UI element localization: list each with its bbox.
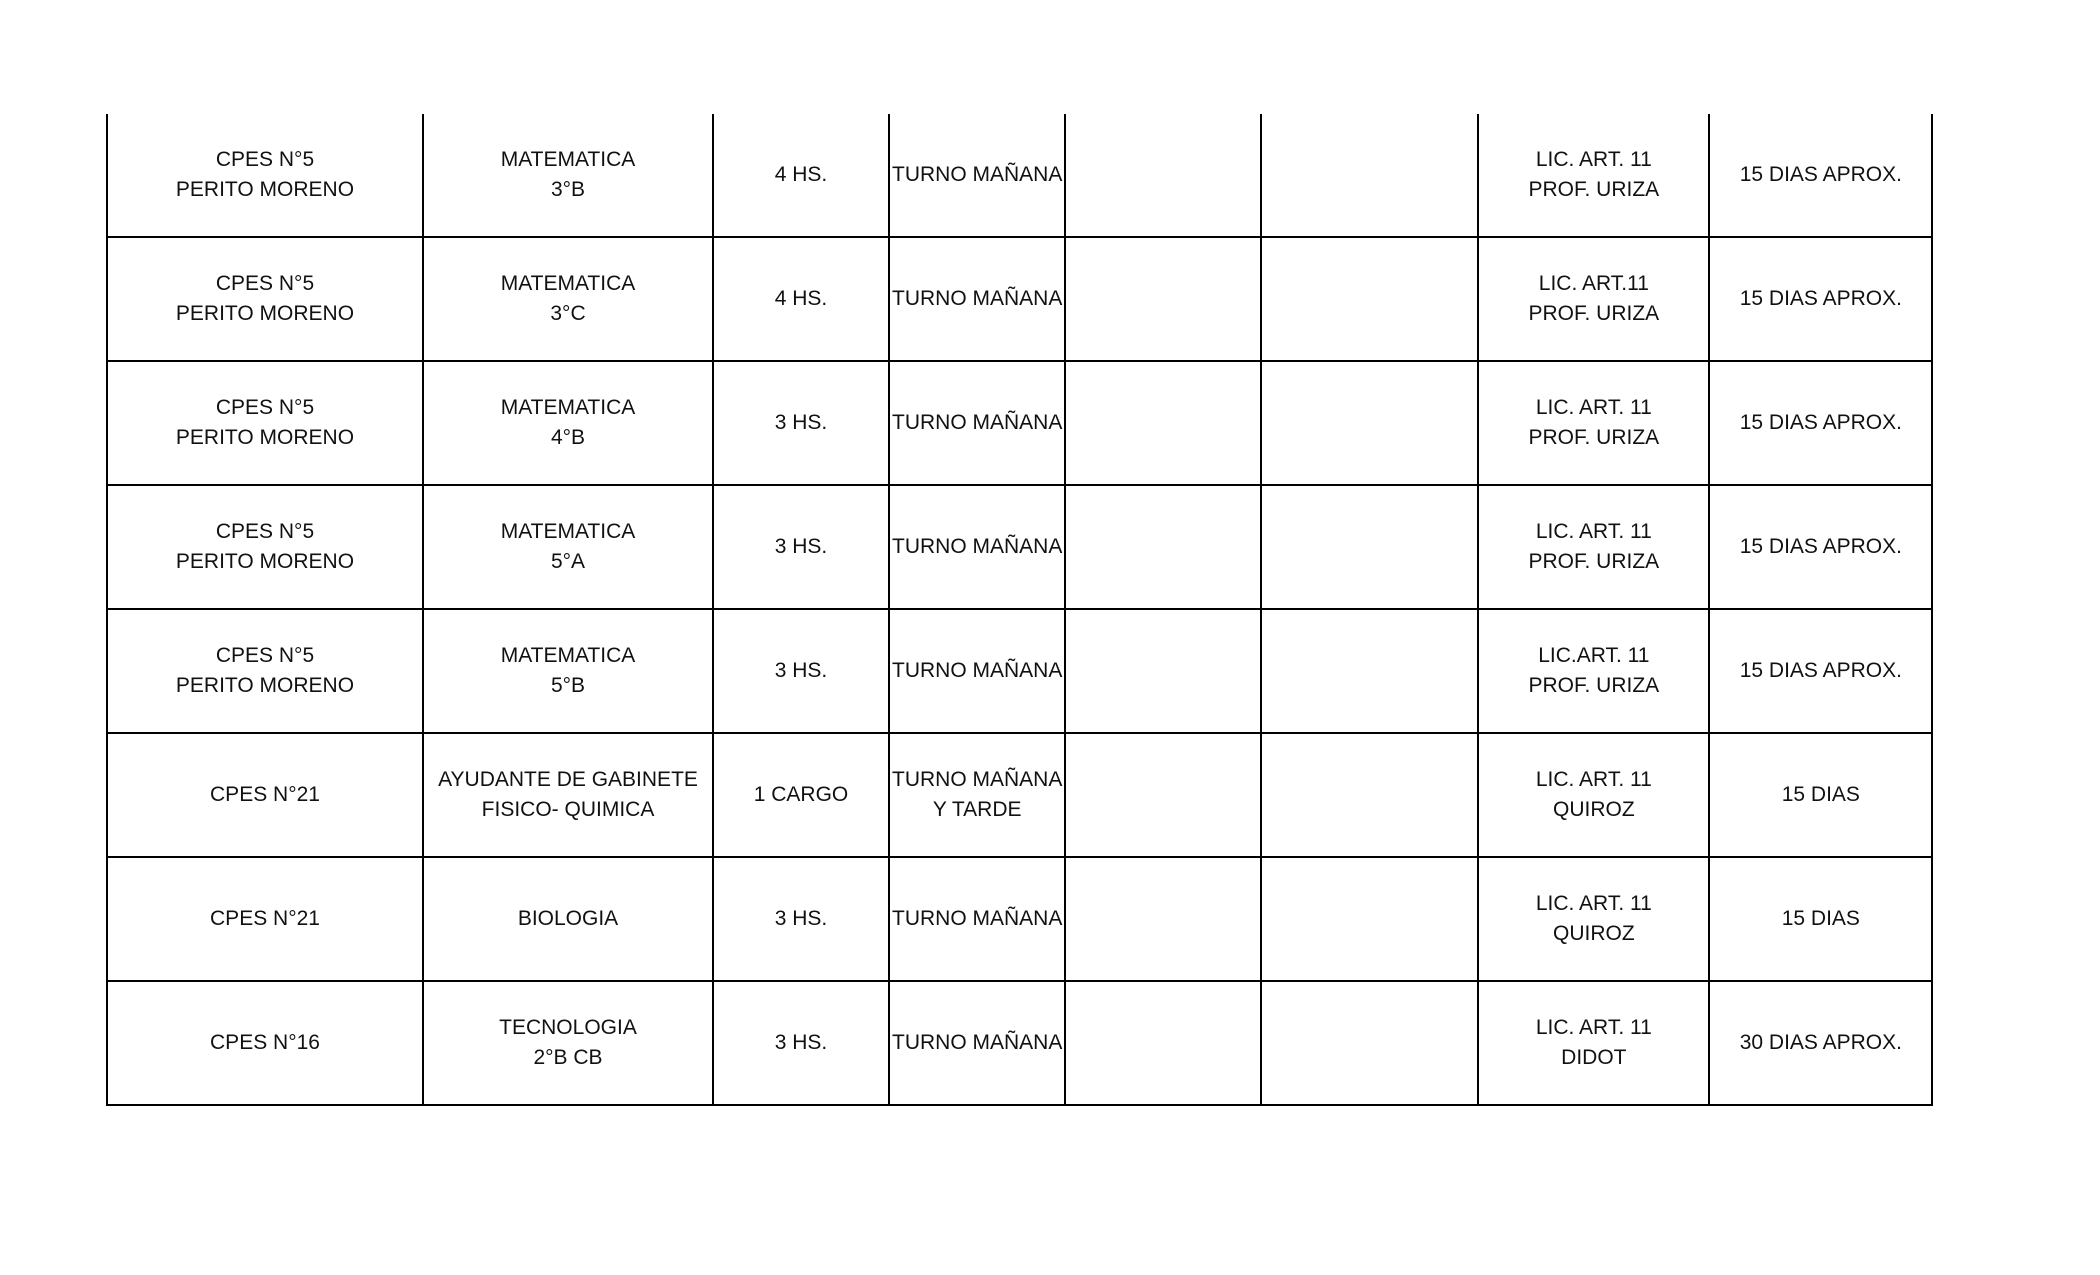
subject-cell xyxy=(423,237,713,361)
leave-cell-line: LIC. ART. 11 xyxy=(1535,520,1652,543)
empty-cell xyxy=(1065,981,1261,1105)
empty-cell xyxy=(1065,485,1261,609)
hours-cell: 1 CARGO xyxy=(713,733,889,857)
school-cell xyxy=(107,981,423,1105)
subject-cell-line: 2°B CB xyxy=(533,1046,603,1069)
empty-cell xyxy=(1261,857,1478,981)
school-cell xyxy=(107,485,423,609)
leave-cell-line: PROF. URIZA xyxy=(1528,302,1660,325)
leave-cell xyxy=(1478,609,1709,733)
shift-cell xyxy=(889,609,1065,733)
shift-cell xyxy=(889,857,1065,981)
subject-cell-line: 5°A xyxy=(550,550,586,573)
shift-cell-line: TURNO MAÑANA xyxy=(892,163,1063,186)
leave-cell-line: QUIROZ xyxy=(1553,798,1635,821)
subject-cell-line: 4°B xyxy=(550,426,586,449)
school-cell-line: PERITO MORENO xyxy=(175,674,355,697)
leave-cell xyxy=(1478,857,1709,981)
empty-cell xyxy=(1065,361,1261,485)
table-row xyxy=(107,857,1932,981)
empty-cell xyxy=(1065,114,1261,237)
table-row xyxy=(107,114,1932,237)
shift-cell-line: TURNO MAÑANA xyxy=(892,768,1063,791)
school-cell xyxy=(107,857,423,981)
hours-cell: 3 HS. xyxy=(713,609,889,733)
empty-cell xyxy=(1261,114,1478,237)
leave-cell xyxy=(1478,361,1709,485)
duration-cell: 15 DIAS APROX. xyxy=(1709,361,1932,485)
empty-cell xyxy=(1261,485,1478,609)
hours-cell: 4 HS. xyxy=(713,237,889,361)
duration-cell: 15 DIAS APROX. xyxy=(1709,485,1932,609)
school-cell-line: CPES N°21 xyxy=(210,907,320,930)
leave-cell xyxy=(1478,981,1709,1105)
shift-cell-line: TURNO MAÑANA xyxy=(892,287,1063,310)
shift-cell-line: TURNO MAÑANA xyxy=(892,535,1063,558)
empty-cell xyxy=(1261,361,1478,485)
subject-cell xyxy=(423,857,713,981)
shift-cell xyxy=(889,485,1065,609)
school-cell-line: PERITO MORENO xyxy=(175,426,355,449)
subject-cell-line: BIOLOGIA xyxy=(517,907,619,930)
shift-cell xyxy=(889,361,1065,485)
subject-cell xyxy=(423,361,713,485)
empty-cell xyxy=(1065,733,1261,857)
duration-cell: 15 DIAS APROX. xyxy=(1709,114,1932,237)
hours-cell: 4 HS. xyxy=(713,114,889,237)
leave-cell-line: DIDOT xyxy=(1561,1046,1627,1069)
hours-cell: 3 HS. xyxy=(713,361,889,485)
leave-cell xyxy=(1478,237,1709,361)
empty-cell xyxy=(1261,733,1478,857)
subject-cell-line: MATEMATICA xyxy=(500,644,636,667)
shift-cell xyxy=(889,237,1065,361)
duration-cell: 15 DIAS xyxy=(1709,733,1932,857)
table-row xyxy=(107,361,1932,485)
subject-cell xyxy=(423,114,713,237)
subject-cell-line: MATEMATICA xyxy=(500,272,636,295)
subject-cell-line: MATEMATICA xyxy=(500,396,636,419)
leave-cell-line: LIC.ART. 11 xyxy=(1538,644,1650,667)
empty-cell xyxy=(1261,237,1478,361)
subject-cell-line: FISICO- QUIMICA xyxy=(481,798,655,821)
shift-cell xyxy=(889,114,1065,237)
empty-cell xyxy=(1261,981,1478,1105)
leave-cell-line: PROF. URIZA xyxy=(1528,550,1660,573)
table-row xyxy=(107,485,1932,609)
leave-cell-line: LIC. ART. 11 xyxy=(1535,768,1652,791)
subject-cell-line: MATEMATICA xyxy=(500,148,636,171)
vacancy-table xyxy=(106,114,1933,1106)
shift-cell-line: TURNO MAÑANA xyxy=(892,1031,1063,1054)
leave-cell xyxy=(1478,485,1709,609)
subject-cell-line: 3°B xyxy=(550,178,586,201)
shift-cell xyxy=(889,733,1065,857)
duration-cell: 15 DIAS APROX. xyxy=(1709,237,1932,361)
school-cell xyxy=(107,733,423,857)
table-row xyxy=(107,609,1932,733)
leave-cell-line: PROF. URIZA xyxy=(1528,426,1660,449)
school-cell xyxy=(107,114,423,237)
school-cell xyxy=(107,609,423,733)
leave-cell-line: PROF. URIZA xyxy=(1528,674,1660,697)
shift-cell xyxy=(889,981,1065,1105)
school-cell xyxy=(107,237,423,361)
shift-cell-line: Y TARDE xyxy=(932,798,1022,821)
empty-cell xyxy=(1065,857,1261,981)
leave-cell xyxy=(1478,733,1709,857)
school-cell-line: CPES N°16 xyxy=(210,1031,320,1054)
subject-cell xyxy=(423,609,713,733)
school-cell-line: CPES N°5 xyxy=(215,396,315,419)
school-cell-line: CPES N°5 xyxy=(215,520,315,543)
leave-cell xyxy=(1478,114,1709,237)
leave-cell-line: PROF. URIZA xyxy=(1528,178,1660,201)
table-row xyxy=(107,237,1932,361)
table-row xyxy=(107,733,1932,857)
school-cell-line: CPES N°5 xyxy=(215,644,315,667)
hours-cell: 3 HS. xyxy=(713,485,889,609)
shift-cell-line: TURNO MAÑANA xyxy=(892,907,1063,930)
empty-cell xyxy=(1261,609,1478,733)
school-cell-line: CPES N°21 xyxy=(210,783,320,806)
leave-cell-line: LIC. ART. 11 xyxy=(1535,892,1652,915)
duration-cell: 30 DIAS APROX. xyxy=(1709,981,1932,1105)
leave-cell-line: QUIROZ xyxy=(1553,922,1635,945)
subject-cell xyxy=(423,981,713,1105)
school-cell-line: CPES N°5 xyxy=(215,272,315,295)
subject-cell xyxy=(423,485,713,609)
shift-cell-line: TURNO MAÑANA xyxy=(892,659,1063,682)
school-cell-line: PERITO MORENO xyxy=(175,550,355,573)
hours-cell: 3 HS. xyxy=(713,981,889,1105)
subject-cell-line: 5°B xyxy=(550,674,586,697)
subject-cell-line: 3°C xyxy=(550,302,586,325)
school-cell xyxy=(107,361,423,485)
school-cell-line: PERITO MORENO xyxy=(175,178,355,201)
subject-cell-line: TECNOLOGIA xyxy=(499,1016,637,1039)
leave-cell-line: LIC. ART. 11 xyxy=(1535,148,1652,171)
school-cell-line: PERITO MORENO xyxy=(175,302,355,325)
table-body xyxy=(107,114,1932,1105)
hours-cell: 3 HS. xyxy=(713,857,889,981)
shift-cell-line: TURNO MAÑANA xyxy=(892,411,1063,434)
empty-cell xyxy=(1065,609,1261,733)
table-row xyxy=(107,981,1932,1105)
school-cell-line: CPES N°5 xyxy=(215,148,315,171)
subject-cell xyxy=(423,733,713,857)
duration-cell: 15 DIAS APROX. xyxy=(1709,609,1932,733)
leave-cell-line: LIC. ART. 11 xyxy=(1535,396,1652,419)
duration-cell: 15 DIAS xyxy=(1709,857,1932,981)
subject-cell-line: AYUDANTE DE GABINETE xyxy=(438,768,698,791)
subject-cell-line: MATEMATICA xyxy=(500,520,636,543)
empty-cell xyxy=(1065,237,1261,361)
leave-cell-line: LIC. ART. 11 xyxy=(1535,1016,1652,1039)
leave-cell-line: LIC. ART.11 xyxy=(1538,272,1649,295)
